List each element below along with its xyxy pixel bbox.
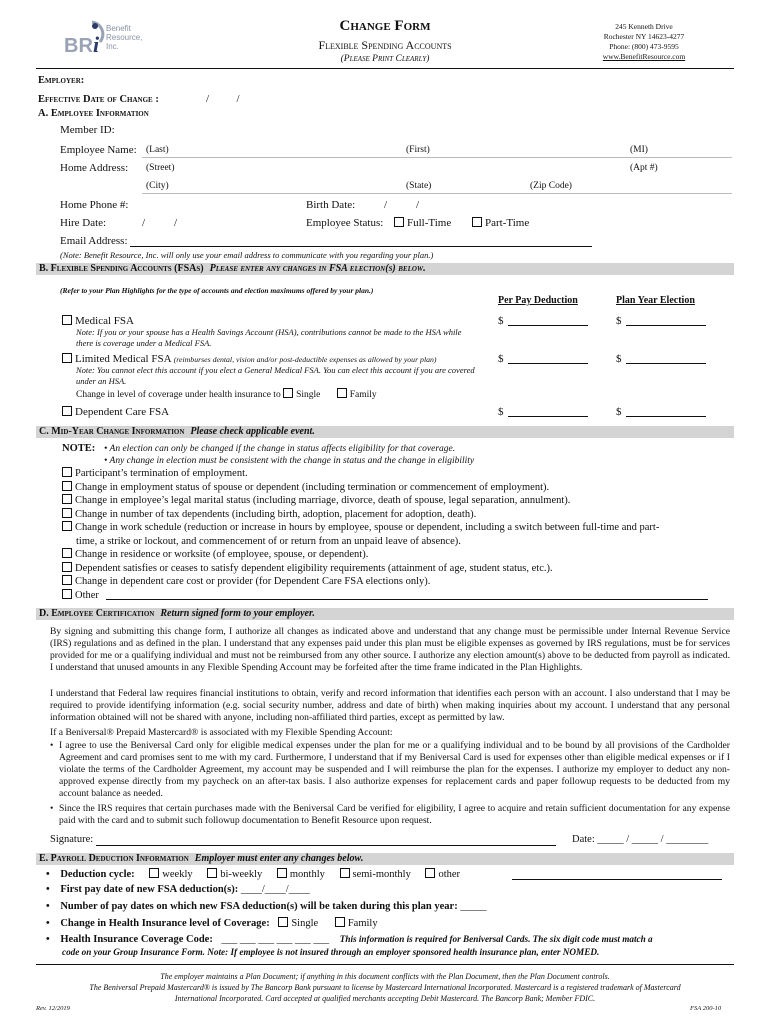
limited-per-pay-dollar: $ <box>498 353 504 365</box>
apt-hint: (Apt #) <box>630 163 658 173</box>
member-id-label: Member ID: <box>60 124 115 136</box>
first-pay-row <box>46 884 310 895</box>
street-hint: (Street) <box>146 163 175 173</box>
coverage-code-row <box>46 934 653 945</box>
weekly-checkbox[interactable] <box>149 868 159 878</box>
event-label: Dependent satisfies or ceases to satisfy dependent eligibility requirements (attainment of age, student status, etc.). <box>75 562 553 574</box>
biweekly-checkbox[interactable] <box>207 868 217 878</box>
full-time-option[interactable] <box>394 217 451 229</box>
medical-annual-field[interactable] <box>626 325 706 326</box>
form-title: Change Form <box>339 18 431 34</box>
semimonthly-checkbox[interactable] <box>340 868 350 878</box>
dependent-annual-dollar: $ <box>616 406 622 418</box>
event-checkbox[interactable] <box>62 589 72 599</box>
section-b-note: Please enter any changes in FSA election(s) below. <box>209 263 426 274</box>
monthly-label: monthly <box>289 869 325 880</box>
limited-fsa-option[interactable] <box>62 353 437 365</box>
coverage-family-label: Family <box>349 390 377 400</box>
full-time-label: Full-Time <box>407 217 452 229</box>
event-label: time, a strike or lockout, and commencement of or return from an unpaid leave of absence). <box>76 535 461 547</box>
event-checkbox[interactable] <box>62 548 72 558</box>
section-b-title: B. Flexible Spending Accounts (FSAs) <box>39 263 204 274</box>
address-line: 245 Kenneth Drive <box>615 22 673 31</box>
section-e-note: Employer must enter any changes below. <box>194 853 364 864</box>
signature-label: Signature: <box>50 834 94 845</box>
coverage-change-label: Change in level of coverage under health insurance to <box>76 390 281 400</box>
level-family-label: Family <box>347 918 378 929</box>
first-pay-label: First pay date of new FSA deduction(s): <box>60 884 239 895</box>
coverage-level-label: Change in Health Insurance level of Coverage: <box>60 918 270 929</box>
coverage-code-field[interactable]: ___ ___ ___ ___ ___ ___ <box>221 934 330 945</box>
card-bullet-1: • I agree to use the Beniversal Card only for eligible medical expenses under the plan for me or a qualifying individual and to be bound by all provisions of the Cardholder Agreement and card promises sent to me with my card. Furthermore, I understand that if my Beniversal Card is used for expenses other than eligible medical expenses or if I violate the terms of the Cardholder Agreement, my account may be suspended and I will reimburse the plan for the expenses. I authorize my employer to deduct any non-approved expense directly from my paycheck on an after-tax basis. I also authorize expenses for replacement cards and paper followup requests to be deducted from my account balance as needed. <box>50 740 730 800</box>
hire-date-sep: / <box>174 217 178 229</box>
event-checkbox[interactable] <box>62 562 72 572</box>
signature-field[interactable] <box>96 845 556 846</box>
svg-text:BR: BR <box>64 35 93 57</box>
birth-date-label: Birth Date: <box>306 199 356 211</box>
event-item-continued <box>62 535 732 549</box>
last-name-hint: (Last) <box>146 145 169 155</box>
event-item[interactable] <box>62 481 732 495</box>
employer-label: Employer: <box>38 75 85 86</box>
coverage-change-row <box>76 388 377 400</box>
dependent-fsa-checkbox[interactable] <box>62 406 72 416</box>
certification-paragraph-2: I understand that Federal law requires financial institutions to obtain, verify and record information that identifies each person with an account. I also understand that I may be required to provide identifying information (e.g. social security number, address and date of birth) when making inquiries about my account. I understand that any personal information obtained will not be shared with anyone, including non-affiliated third parties, except as permitted by law. <box>50 688 730 723</box>
event-label: Change in work schedule (reduction or increase in hours by employee, spouse or dependent, including a switch between full-time and part- <box>75 522 660 533</box>
revision-label: Rev. 12/2019 <box>36 1005 70 1012</box>
coverage-code-label: Health Insurance Coverage Code: <box>60 934 213 945</box>
other-event-field[interactable] <box>106 599 708 600</box>
biweekly-label: bi-weekly <box>220 869 263 880</box>
section-e-header <box>36 853 734 865</box>
medical-per-pay-field[interactable] <box>508 325 588 326</box>
medical-fsa-note: Note: If you or your spouse has a Health Savings Account (HSA), contributions cannot be made to the HSA while there is coverage under a Medical FSA. <box>76 327 462 348</box>
event-item[interactable] <box>62 575 732 589</box>
deduction-cycle-label: Deduction cycle: <box>60 869 135 880</box>
event-checkbox[interactable] <box>62 481 72 491</box>
section-d-note: Return signed form to your employer. <box>160 608 315 619</box>
birth-date-sep: / <box>384 199 388 211</box>
limited-fsa-label: Limited Medical FSA <box>75 353 171 365</box>
form-subtitle: Flexible Spending Accounts <box>318 38 452 52</box>
part-time-checkbox[interactable] <box>472 217 482 227</box>
event-item[interactable] <box>62 548 732 562</box>
limited-annual-dollar: $ <box>616 353 622 365</box>
event-label: Change in employee’s legal marital status (including marriage, divorce, death of spouse, legal separation, annulment). <box>75 495 571 506</box>
footer-line-1: The employer maintains a Plan Document; if anything in this document conflicts with the Plan Document, then the Plan Document controls. <box>160 972 610 981</box>
coverage-single-checkbox[interactable] <box>283 388 293 398</box>
dependent-per-pay-field[interactable] <box>508 416 588 417</box>
dependent-fsa-option[interactable] <box>62 406 169 418</box>
semimonthly-label: semi-monthly <box>352 869 411 880</box>
signature-date[interactable]: Date: _____ / _____ / ________ <box>572 834 709 845</box>
employee-name-field[interactable] <box>142 157 732 158</box>
num-pay-row <box>46 901 487 912</box>
level-single-checkbox[interactable] <box>278 917 288 927</box>
coverage-level-row <box>46 917 378 929</box>
form-number: FSA 200-10 <box>690 1005 722 1012</box>
logo-sub-3: Inc. <box>106 42 119 51</box>
other-cycle-label: other <box>438 869 461 880</box>
medical-per-pay-dollar: $ <box>498 315 504 327</box>
footer-divider <box>36 964 734 965</box>
home-phone-label: Home Phone #: <box>60 199 129 211</box>
event-checkbox[interactable] <box>62 467 72 477</box>
home-address-label: Home Address: <box>60 162 129 174</box>
monthly-checkbox[interactable] <box>277 868 287 878</box>
event-checkbox[interactable] <box>62 521 72 531</box>
svg-text:i: i <box>93 32 100 57</box>
section-a-title: A. Employee Information <box>38 108 149 119</box>
event-checkbox[interactable] <box>62 508 72 518</box>
section-d-title: D. Employee Certification <box>39 608 155 619</box>
limited-per-pay-field[interactable] <box>508 363 588 364</box>
limited-fsa-checkbox[interactable] <box>62 353 72 363</box>
footer-line-3: International Incorporated. Card accepted at qualified merchants accepting Debit Mastercard. The Bancorp Bank; Member FDIC. <box>174 994 596 1003</box>
coverage-code-note-2: code on your Group Insurance Form. Note: If employee is not insured through an employer sponsored health insurance plan, enter NOMED. <box>62 947 600 957</box>
effective-date-label: Effective Date of Change : <box>38 94 159 105</box>
event-label: Change in number of tax dependents (including birth, adoption, placement for adoption, death). <box>75 508 477 520</box>
logo-sub-1: Benefit <box>106 24 131 33</box>
card-intro: If a Beniversal® Prepaid Mastercard® is associated with my Flexible Spending Account: <box>50 727 393 738</box>
section-c-header <box>36 426 734 438</box>
website-link[interactable]: www.BenefitResource.com <box>602 52 686 61</box>
event-item[interactable] <box>62 508 732 522</box>
num-pay-label: Number of pay dates on which new FSA deduction(s) will be taken during this plan year: <box>60 901 458 912</box>
email-field[interactable] <box>130 246 592 247</box>
limited-fsa-note: Note: You cannot elect this account if you elect a General Medical FSA. You can elect this account if you are covered under an HSA. <box>76 365 475 386</box>
coverage-single-label: Single <box>296 390 321 400</box>
medical-fsa-option[interactable] <box>62 315 134 327</box>
weekly-label: weekly <box>162 869 193 880</box>
email-note: (Note: Benefit Resource, Inc. will only use your email address to communicate with you regarding your plan.) <box>60 250 434 260</box>
dependent-fsa-label: Dependent Care FSA <box>75 406 170 418</box>
event-item[interactable] <box>62 521 732 535</box>
effective-date-field[interactable]: / / <box>206 93 240 105</box>
zip-hint: (Zip Code) <box>530 181 572 191</box>
section-c-note: Please check applicable event. <box>190 426 315 437</box>
address-line: Rochester NY 14623-4277 <box>603 32 685 41</box>
per-pay-header: Per Pay Deduction <box>498 295 578 306</box>
event-item[interactable] <box>62 562 732 576</box>
medical-fsa-checkbox[interactable] <box>62 315 72 325</box>
level-family-checkbox[interactable] <box>335 917 345 927</box>
plan-year-header: Plan Year Election <box>616 295 695 306</box>
limited-annual-field[interactable] <box>626 363 706 364</box>
hire-date-label: Hire Date: <box>60 217 107 229</box>
section-e-title: E. Payroll Deduction Information <box>39 853 189 864</box>
event-item[interactable] <box>62 494 732 508</box>
other-cycle-field[interactable] <box>512 879 722 880</box>
num-pay-field[interactable]: _____ <box>460 901 487 912</box>
employee-name-label: Employee Name: <box>60 144 137 156</box>
logo-sub-2: Resource, <box>106 33 143 42</box>
event-label: Participant’s termination of employment. <box>75 468 248 479</box>
event-label: Change in employment status of spouse or dependent (including termination or commencement of employment). <box>75 481 550 493</box>
event-label: Other <box>75 589 99 601</box>
header-divider <box>36 68 734 69</box>
event-label: Change in residence or worksite (of employee, spouse, or dependent). <box>75 549 369 560</box>
dependent-annual-field[interactable] <box>626 416 706 417</box>
section-c-title: C. Mid-Year Change Information <box>39 426 185 437</box>
hire-date-sep: / <box>142 217 146 229</box>
note-line-2: • Any change in election must be consistent with the change in status and the change in eligibility <box>104 456 475 466</box>
card-bullet-2: • Since the IRS requires that certain purchases made with the Beniversal Card be verified for eligibility, I agree to acquire and retain sufficient documentation for any expense paid with the card and to submit such followup documentation to Benefit Resource upon request. <box>50 803 730 827</box>
medical-fsa-label: Medical FSA <box>75 315 134 327</box>
deduction-cycle-row <box>46 868 460 880</box>
city-hint: (City) <box>146 181 169 191</box>
coverage-code-note: This information is required for Beniversal Cards. The six digit code must match a <box>339 934 653 944</box>
event-item[interactable] <box>62 467 732 481</box>
birth-date-sep: / <box>416 199 420 211</box>
event-checkbox[interactable] <box>62 494 72 504</box>
note-label: NOTE: <box>62 443 96 454</box>
full-time-checkbox[interactable] <box>394 217 404 227</box>
address-field[interactable] <box>142 193 732 194</box>
medical-annual-dollar: $ <box>616 315 622 327</box>
email-label: Email Address: <box>60 235 128 247</box>
event-label: Change in dependent care cost or provider (for Dependent Care FSA elections only). <box>75 576 431 587</box>
part-time-label: Part-Time <box>485 217 530 229</box>
certification-paragraph-1: By signing and submitting this change form, I authorize all changes as indicated above and understand that any change must be permissible under Internal Revenue Service (IRS) regulations and as defined in the plan. I understand that any expenses paid under this plan must be eligible expenses as governed by IRS regulations, must be for services provided for me or a qualifying individual and must not be reimbursed from any other source. I authorize any election amount(s) above to be deducted from payroll as indicated. I understand that unused amounts in any Flexible Spending Account may be forfeited after the time frame indicated in the Plan Highlights. <box>50 626 730 673</box>
address-line: Phone: (800) 473-9595 <box>609 42 679 51</box>
state-hint: (State) <box>406 181 432 191</box>
level-single-label: Single <box>291 918 319 929</box>
event-checkbox[interactable] <box>62 575 72 585</box>
first-name-hint: (First) <box>406 145 430 155</box>
print-note: (Please Print Clearly) <box>340 54 430 64</box>
note-line-1: • An election can only be changed if the change in status affects eligibility for that coverage. <box>104 444 456 454</box>
dependent-per-pay-dollar: $ <box>498 406 504 418</box>
footer-line-2: The Beniversal Prepaid Mastercard® is issued by The Bancorp Bank pursuant to license by Mastercard International Incorporated. Mastercard is a registered trademark of Mastercard <box>89 983 681 992</box>
other-cycle-checkbox[interactable] <box>425 868 435 878</box>
mi-hint: (MI) <box>630 145 648 155</box>
section-b-header <box>36 263 734 275</box>
employee-status-label: Employee Status: <box>306 217 384 229</box>
first-pay-field[interactable]: ____/____/____ <box>240 884 310 895</box>
event-list <box>62 467 732 602</box>
part-time-option[interactable] <box>472 217 529 229</box>
address-block <box>574 22 714 62</box>
limited-fsa-sub: (reimburses dental, vision and/or post-deductible expenses as allowed by your plan) <box>173 355 437 364</box>
plan-refer-note: (Refer to your Plan Highlights for the type of accounts and election maximums offered by your plan.) <box>60 286 374 295</box>
coverage-family-checkbox[interactable] <box>337 388 347 398</box>
section-d-header <box>36 608 734 620</box>
